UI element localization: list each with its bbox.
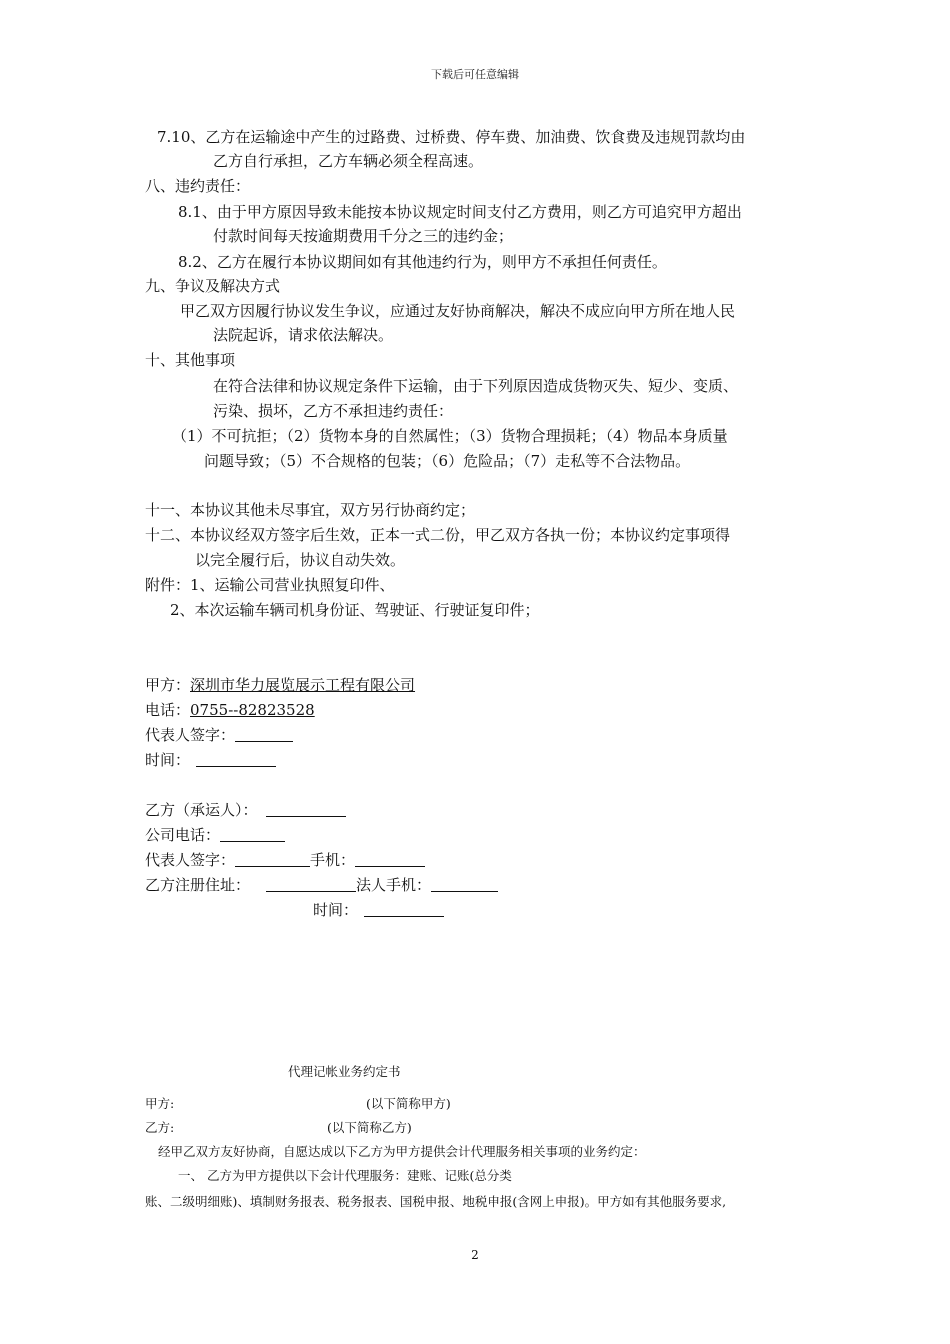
second-doc-intro: 经甲乙双方友好协商，自愿达成以下乙方为甲方提供会计代理服务相关事项的业务约定： (158, 1144, 646, 1159)
clause-10-line1: 在符合法律和协议规定条件下运输，由于下列原因造成货物灭失、短少、变质、 (213, 377, 739, 395)
party-b-time-blank (364, 900, 444, 917)
party-a-name: 深圳市华力展览展示工程有限公司 (190, 676, 416, 694)
party-b-time-line (313, 898, 444, 922)
clause-10-line3: （1）不可抗拒；（2）货物本身的自然属性；（3）货物合理损耗；（4）物品本身质量 (172, 427, 728, 445)
party-a-phone: 0755--82823528 (190, 701, 315, 719)
section-10-heading: 十、其他事项 (145, 351, 236, 369)
clause-8-2: 8.2、乙方在履行本协议期间如有其他违约行为，则甲方不承担任何责任。 (178, 253, 667, 271)
second-doc-party-a-note: (以下简称甲方) (366, 1096, 451, 1111)
party-a-time-line (145, 748, 276, 772)
clause-10-line2: 污染、损坏，乙方不承担违约责任： (213, 402, 454, 420)
party-b-address-label: 乙方注册住址： (145, 876, 251, 894)
party-a-phone-line (145, 698, 315, 722)
party-b-phone-line (145, 823, 285, 847)
party-b-address-blank (266, 875, 356, 892)
party-a-label: 甲方： (145, 676, 191, 694)
party-b-sign-line (145, 848, 425, 872)
second-doc-party-a-label: 甲方: (145, 1096, 175, 1111)
page-header: 下载后可任意编辑 (431, 68, 519, 81)
second-doc-title: 代理记帐业务约定书 (288, 1064, 401, 1079)
clause-7-10-line2: 乙方自行承担，乙方车辆必须全程高速。 (213, 152, 484, 170)
attachment-1: 附件：1、运输公司营业执照复印件、 (145, 576, 395, 594)
party-b-time-label: 时间： (313, 901, 359, 919)
attachment-2: 2、本次运输车辆司机身份证、驾驶证、行驶证复印件； (170, 601, 540, 619)
section-8-heading: 八、违约责任： (145, 177, 251, 195)
party-b-phone-blank (220, 825, 285, 842)
party-a-time-blank (196, 750, 276, 767)
party-a-time-label: 时间： (145, 751, 191, 769)
party-a-line (145, 673, 415, 697)
party-b-sign-blank (235, 850, 310, 867)
section-9-heading: 九、争议及解决方式 (145, 277, 281, 295)
party-b-mobile-blank (355, 850, 425, 867)
clause-10-line4: 问题导致；（5）不合规格的包装；（6）危险品；（7）走私等不合法物品。 (204, 452, 691, 470)
section-12-line1: 十二、本协议经双方签字后生效，正本一式二份，甲乙双方各执一份；本协议约定事项得 (145, 526, 731, 544)
clause-7-10-line1: 7.10、乙方在运输途中产生的过路费、过桥费、停车费、加油费、饮食费及违规罚款均由 (157, 128, 746, 146)
party-b-blank (266, 800, 346, 817)
party-b-sign-label: 代表人签字： (145, 851, 236, 869)
party-b-label: 乙方（承运人）： (145, 801, 258, 819)
party-a-sign-line (145, 723, 293, 747)
section-11: 十一、本协议其他未尽事宜，双方另行协商约定； (145, 501, 476, 519)
party-a-sign-blank (235, 725, 293, 742)
party-a-sign-label: 代表人签字： (145, 726, 236, 744)
second-doc-item1-line2: 账、二级明细账)、填制财务报表、税务报表、国税申报、地税申报(含网上申报)。甲方如有其他服务要求, (145, 1194, 727, 1209)
page-number: 2 (471, 1248, 479, 1262)
section-12-line2: 以完全履行后，协议自动失效。 (195, 551, 406, 569)
party-b-line (145, 798, 346, 822)
clause-8-1-line1: 8.1、由于甲方原因导致未能按本协议规定时间支付乙方费用，则乙方可追究甲方超出 (178, 203, 742, 221)
party-b-mobile-label: 手机： (310, 851, 356, 869)
clause-9-line1: 甲乙双方因履行协议发生争议，应通过友好协商解决，解决不成应向甲方所在地人民 (180, 302, 736, 320)
second-doc-item1-line1: 一、 乙方为甲方提供以下会计代理服务：建账、记账(总分类 (178, 1168, 512, 1183)
party-b-address-line (145, 873, 498, 897)
clause-9-line2: 法院起诉，请求依法解决。 (213, 326, 394, 344)
second-doc-party-b-note: (以下简称乙方) (327, 1120, 412, 1135)
party-a-phone-label: 电话： (145, 701, 191, 719)
party-b-legal-mobile-label: 法人手机： (356, 876, 432, 894)
party-b-phone-label: 公司电话： (145, 826, 221, 844)
second-doc-party-b-label: 乙方: (145, 1120, 175, 1135)
clause-8-1-line2: 付款时间每天按逾期费用千分之三的违约金； (213, 227, 514, 245)
party-b-legal-mobile-blank (431, 875, 498, 892)
